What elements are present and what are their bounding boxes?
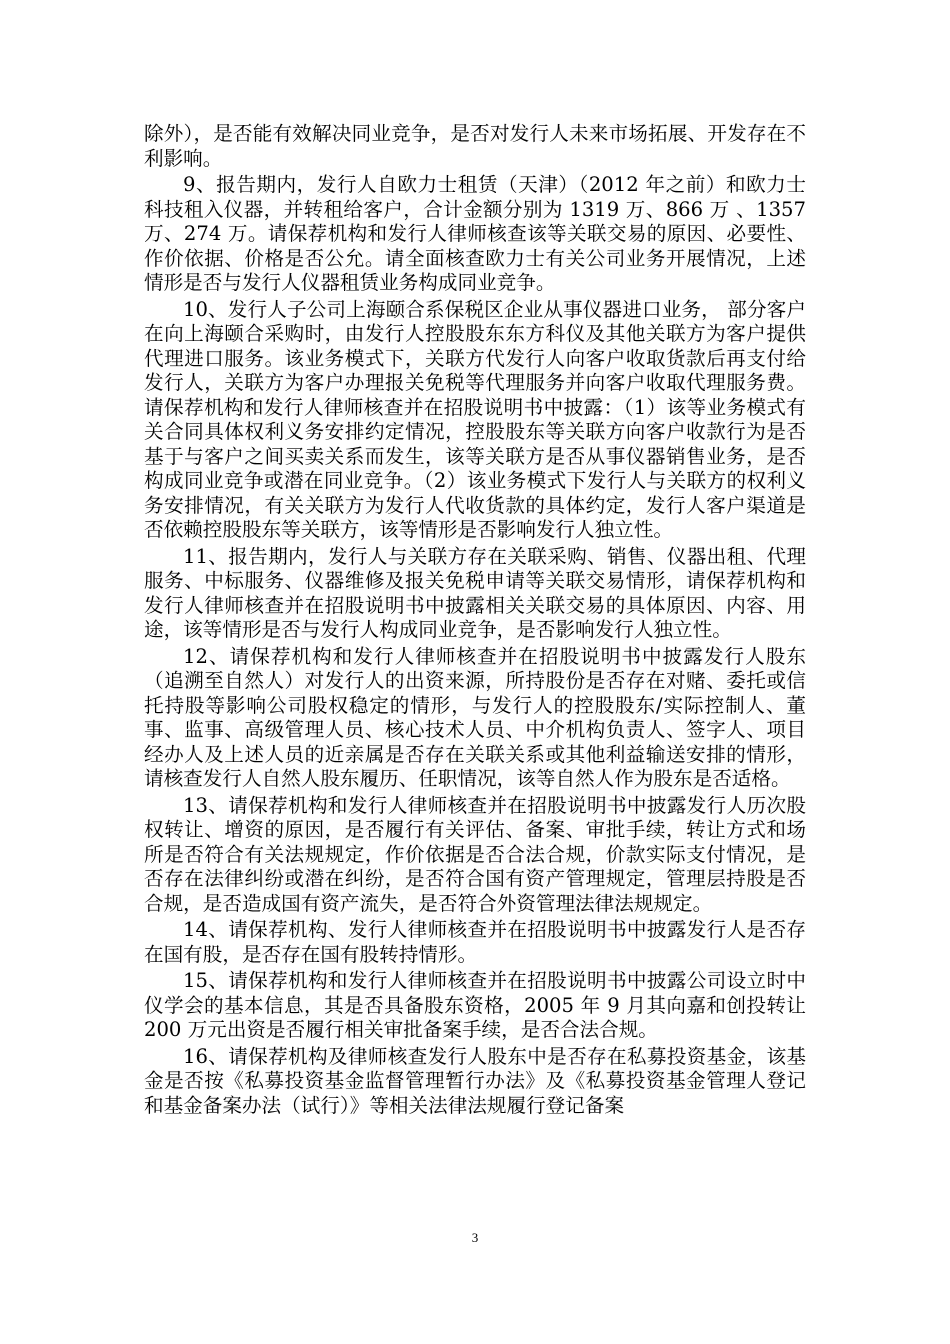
paragraph-item-16: 16、请保荐机构及律师核查发行人股东中是否存在私募投资基金，该基金是否按《私募投资基金监督管理暂行办法》及《私募投资基金管理人登记和基金备案办法（试行）》等相关法律法规履行登记备案 (144, 1044, 806, 1117)
paragraph-item-15: 15、请保荐机构和发行人律师核查并在招股说明书中披露公司设立时中仪学会的基本信息，其是否具备股东资格，2005 年 9 月其向嘉和创投转让 200 万元出资是否履行相关审批备案手续，是否合法合规。 (144, 969, 806, 1041)
paragraph-item-14: 14、请保荐机构、发行人律师核查并在招股说明书中披露发行人是否存在国有股，是否存在国有股转持情形。 (144, 918, 806, 966)
paragraph-item-13: 13、请保荐机构和发行人律师核查并在招股说明书中披露发行人历次股权转让、增资的原因，是否履行有关评估、备案、审批手续，转让方式和场所是否符合有关法规规定，作价依据是否合法合规，价款实际支付情况，是否存在法律纠纷或潜在纠纷，是否符合国有资产管理规定，管理层持股是否合规，是否造成国有资产流失，是否符合外资管理法律法规规定。 (144, 793, 806, 915)
paragraph-continuation: 除外），是否能有效解决同业竞争，是否对发行人未来市场拓展、开发存在不利影响。 (144, 122, 806, 170)
document-body (144, 122, 806, 1120)
paragraph-item-11: 11、报告期内，发行人与关联方存在关联采购、销售、仪器出租、代理服务、中标服务、仪器维修及报关免税申请等关联交易情形，请保荐机构和发行人律师核查并在招股说明书中披露相关关联交易的具体原因、内容、用途，该等情形是否与发行人构成同业竞争，是否影响发行人独立性。 (144, 544, 806, 641)
paragraph-item-12: 12、请保荐机构和发行人律师核查并在招股说明书中披露发行人股东（追溯至自然人）对发行人的出资来源，所持股份是否存在对赌、委托或信托持股等影响公司股权稳定的情形，与发行人的控股股东/实际控制人、董事、监事、高级管理人员、核心技术人员、中介机构负责人、签字人、项目经办人及上述人员的近亲属是否存在关联关系或其他利益输送安排的情形，请核查发行人自然人股东履历、任职情况，该等自然人作为股东是否适格。 (144, 644, 806, 790)
paragraph-item-9: 9、报告期内，发行人自欧力士租赁（天津）（2012 年之前）和欧力士科技租入仪器，并转租给客户，合计金额分别为 1319 万、866 万 、1357 万、274 万。请保荐机构和发行人律师核查该等关联交易的原因、必要性、作价依据、价格是否公允。请全面核查欧力士有关公司业务开展情况，上述情形是否与发行人仪器租赁业务构成同业竞争。 (144, 173, 806, 294)
paragraph-item-10: 10、发行人子公司上海颐合系保税区企业从事仪器进口业务， 部分客户在向上海颐合采购时，由发行人控股股东东方科仪及其他关联方为客户提供代理进口服务。该业务模式下，关联方代发行人向客户收取货款后再支付给发行人，关联方为客户办理报关免税等代理服务并向客户收取代理服务费。请保荐机构和发行人律师核查并在招股说明书中披露：（1）该等业务模式有关合同具体权利义务安排约定情况，控股股东等关联方向客户收款行为是否基于与客户之间买卖关系而发生，该等关联方是否从事仪器销售业务，是否构成同业竞争或潜在同业竞争。（2）该业务模式下发行人与关联方的权利义务安排情况，有关关联方为发行人代收货款的具体约定，发行人客户渠道是否依赖控股股东等关联方，该等情形是否影响发行人独立性。 (144, 297, 806, 541)
page-number: 3 (471, 1230, 479, 1245)
